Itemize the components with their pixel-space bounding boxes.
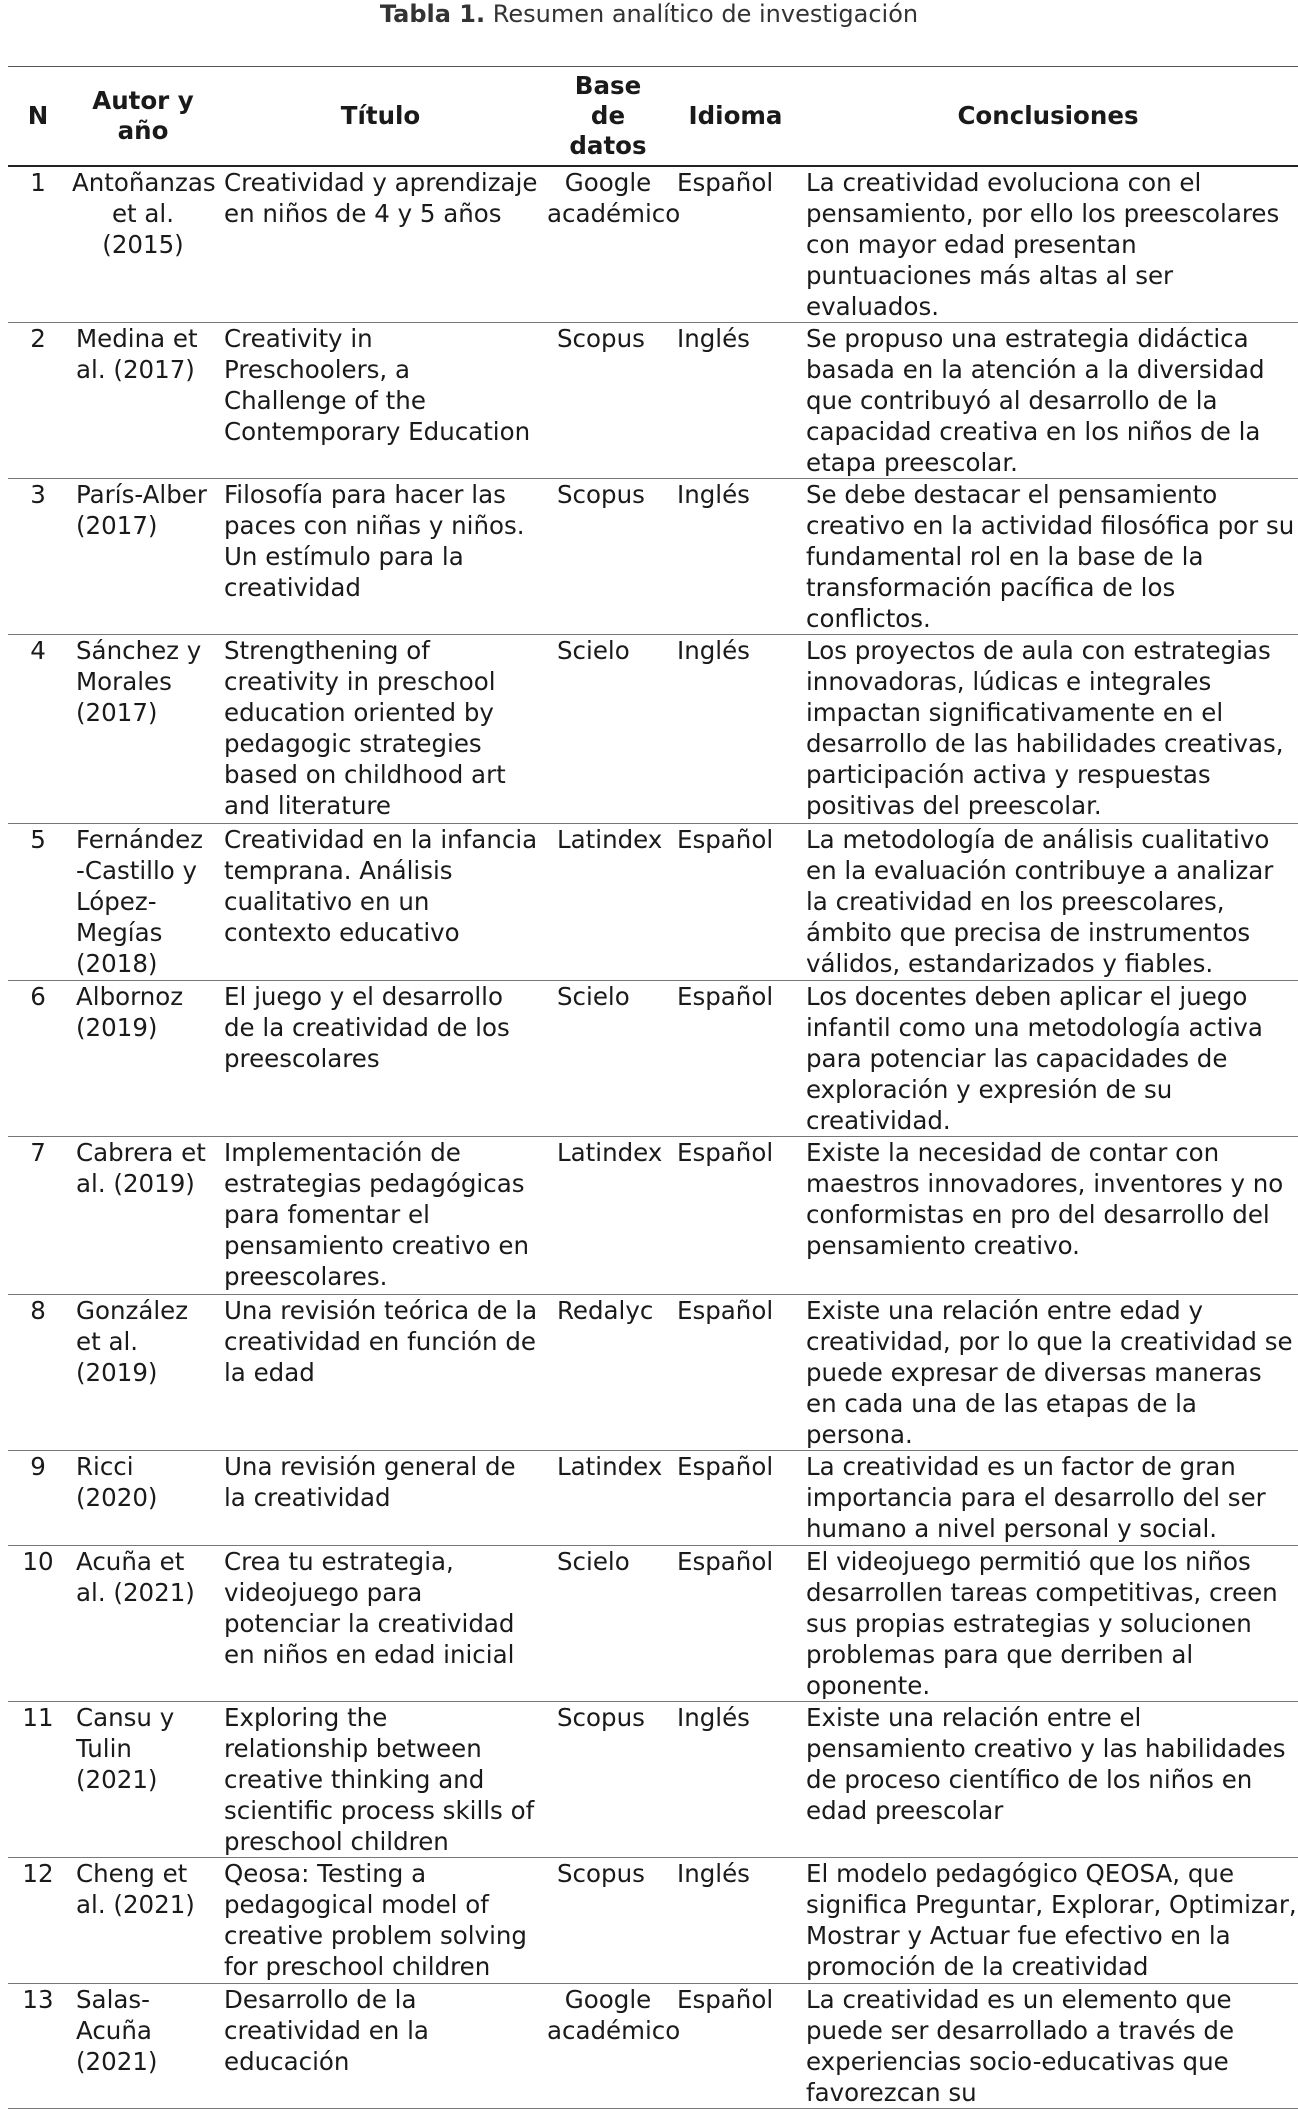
cell-conclusions: Los proyectos de aula con estrategias innovadoras, lúdicas e integrales impactan significativamente en el desarrollo de las habilidades creativas, participación activa y respuestas positivas del preescolar.: [798, 635, 1298, 824]
cell-language: Inglés: [673, 1858, 798, 1984]
header-database: Base de datos: [543, 67, 673, 167]
cell-n: 10: [8, 1546, 68, 1702]
cell-author: París-Alber (2017): [68, 479, 218, 635]
cell-database: Latindex: [543, 824, 673, 981]
header-conclusions: Conclusiones: [798, 67, 1298, 167]
cell-n: 13: [8, 1984, 68, 2109]
cell-author: Fernández -Castillo y López-Megías (2018): [68, 824, 218, 981]
cell-title: Strengthening of creativity in preschool education oriented by pedagogic strategies based on childhood art and literature: [218, 635, 543, 824]
cell-database: Redalyc: [543, 1295, 673, 1451]
cell-n: 9: [8, 1451, 68, 1546]
cell-conclusions: El modelo pedagógico QEOSA, que significa Preguntar, Explorar, Optimizar, Mostrar y Actuar fue efectivo en la promoción de la creatividad: [798, 1858, 1298, 1984]
cell-database: Scielo: [543, 981, 673, 1137]
cell-n: 8: [8, 1295, 68, 1451]
cell-n: 12: [8, 1858, 68, 1984]
table-row: [8, 1451, 1298, 1546]
cell-n: 1: [8, 166, 68, 323]
table-row: [8, 824, 1298, 981]
header-author: Autor y año: [68, 67, 218, 167]
cell-conclusions: La metodología de análisis cualitativo en la evaluación contribuye a analizar la creatividad en los preescolares, ámbito que precisa de instrumentos válidos, estandarizados y fiables.: [798, 824, 1298, 981]
table-row: [8, 323, 1298, 479]
cell-title: Una revisión teórica de la creatividad en función de la edad: [218, 1295, 543, 1451]
cell-author: González et al. (2019): [68, 1295, 218, 1451]
cell-author: Cheng et al. (2021): [68, 1858, 218, 1984]
cell-conclusions: El videojuego permitió que los niños desarrollen tareas competitivas, creen sus propias estrategias y solucionen problemas para que derriben al oponente.: [798, 1546, 1298, 1702]
cell-author: Medina et al. (2017): [68, 323, 218, 479]
cell-conclusions: Existe una relación entre edad y creatividad, por lo que la creatividad se puede expresar de diversas maneras en cada una de las etapas de la persona.: [798, 1295, 1298, 1451]
header-n: N: [8, 67, 68, 167]
cell-database: Scielo: [543, 1546, 673, 1702]
cell-title: Qeosa: Testing a pedagogical model of creative problem solving for preschool children: [218, 1858, 543, 1984]
cell-conclusions: La creatividad es un elemento que puede ser desarrollado a través de experiencias socio-educativas que favorezcan su: [798, 1984, 1298, 2109]
cell-database: Scielo: [543, 635, 673, 824]
cell-title: Una revisión general de la creatividad: [218, 1451, 543, 1546]
table-caption: [0, 0, 1298, 28]
cell-database: Scopus: [543, 1702, 673, 1858]
cell-conclusions: Se debe destacar el pensamiento creativo en la actividad filosófica por su fundamental rol en la base de la transformación pacífica de los conflictos.: [798, 479, 1298, 635]
table-caption-label: Tabla 1.: [379, 0, 486, 28]
cell-database: Latindex: [543, 1451, 673, 1546]
cell-title: Creatividad en la infancia temprana. Análisis cualitativo en un contexto educativo: [218, 824, 543, 981]
cell-title: Implementación de estrategias pedagógicas para fomentar el pensamiento creativo en preescolares.: [218, 1137, 543, 1295]
cell-n: 11: [8, 1702, 68, 1858]
table-body: [8, 166, 1298, 2109]
cell-language: Español: [673, 1137, 798, 1295]
table-caption-text: Resumen analítico de investigación: [492, 0, 919, 28]
cell-title: Creativity in Preschoolers, a Challenge of the Contemporary Education: [218, 323, 543, 479]
cell-database: Scopus: [543, 1858, 673, 1984]
cell-language: Español: [673, 981, 798, 1137]
cell-language: Español: [673, 1984, 798, 2109]
cell-author: Salas-Acuña (2021): [68, 1984, 218, 2109]
cell-language: Español: [673, 166, 798, 323]
cell-title: El juego y el desarrollo de la creatividad de los preescolares: [218, 981, 543, 1137]
table-row: [8, 635, 1298, 824]
cell-author: Sánchez y Morales (2017): [68, 635, 218, 824]
cell-language: Español: [673, 824, 798, 981]
table-row: [8, 1295, 1298, 1451]
cell-conclusions: La creatividad evoluciona con el pensamiento, por ello los preescolares con mayor edad presentan puntuaciones más altas al ser evaluados.: [798, 166, 1298, 323]
cell-title: Exploring the relationship between creative thinking and scientific process skills of preschool children: [218, 1702, 543, 1858]
cell-n: 5: [8, 824, 68, 981]
cell-database: Scopus: [543, 323, 673, 479]
table-row: [8, 479, 1298, 635]
cell-n: 7: [8, 1137, 68, 1295]
table-row: [8, 1137, 1298, 1295]
cell-author: Antoñanzas et al. (2015): [68, 166, 218, 323]
cell-author: Cabrera et al. (2019): [68, 1137, 218, 1295]
cell-language: Español: [673, 1451, 798, 1546]
cell-database: Scopus: [543, 479, 673, 635]
cell-language: Inglés: [673, 323, 798, 479]
table-row: [8, 166, 1298, 323]
table-row: [8, 1984, 1298, 2109]
cell-n: 2: [8, 323, 68, 479]
table-row: [8, 981, 1298, 1137]
cell-title: Crea tu estrategia, videojuego para potenciar la creatividad en niños en edad inicial: [218, 1546, 543, 1702]
cell-conclusions: Existe la necesidad de contar con maestros innovadores, inventores y no conformistas en pro del desarrollo del pensamiento creativo.: [798, 1137, 1298, 1295]
table-header: [8, 67, 1298, 167]
cell-author: Cansu y Tulin (2021): [68, 1702, 218, 1858]
cell-conclusions: Los docentes deben aplicar el juego infantil como una metodología activa para potenciar las capacidades de exploración y expresión de su creatividad.: [798, 981, 1298, 1137]
cell-title: Filosofía para hacer las paces con niñas y niños. Un estímulo para la creatividad: [218, 479, 543, 635]
cell-database: Google académico: [543, 1984, 673, 2109]
cell-n: 3: [8, 479, 68, 635]
cell-conclusions: Se propuso una estrategia didáctica basada en la atención a la diversidad que contribuyó al desarrollo de la capacidad creativa en los niños de la etapa preescolar.: [798, 323, 1298, 479]
cell-title: Desarrollo de la creatividad en la educación: [218, 1984, 543, 2109]
cell-language: Inglés: [673, 635, 798, 824]
cell-title: Creatividad y aprendizaje en niños de 4 y 5 años: [218, 166, 543, 323]
cell-database: Latindex: [543, 1137, 673, 1295]
cell-author: Acuña et al. (2021): [68, 1546, 218, 1702]
cell-n: 4: [8, 635, 68, 824]
header-language: Idioma: [673, 67, 798, 167]
table-row: [8, 1858, 1298, 1984]
table-header-row: [8, 67, 1298, 167]
cell-language: Inglés: [673, 479, 798, 635]
cell-conclusions: La creatividad es un factor de gran importancia para el desarrollo del ser humano a nivel personal y social.: [798, 1451, 1298, 1546]
table-row: [8, 1702, 1298, 1858]
research-summary-table: [8, 66, 1298, 2109]
cell-n: 6: [8, 981, 68, 1137]
table-row: [8, 1546, 1298, 1702]
cell-author: Ricci (2020): [68, 1451, 218, 1546]
cell-language: Español: [673, 1295, 798, 1451]
cell-author: Albornoz (2019): [68, 981, 218, 1137]
header-title: Título: [218, 67, 543, 167]
cell-language: Español: [673, 1546, 798, 1702]
cell-conclusions: Existe una relación entre el pensamiento creativo y las habilidades de proceso científico de los niños en edad preescolar: [798, 1702, 1298, 1858]
cell-language: Inglés: [673, 1702, 798, 1858]
cell-database: Google académico: [543, 166, 673, 323]
